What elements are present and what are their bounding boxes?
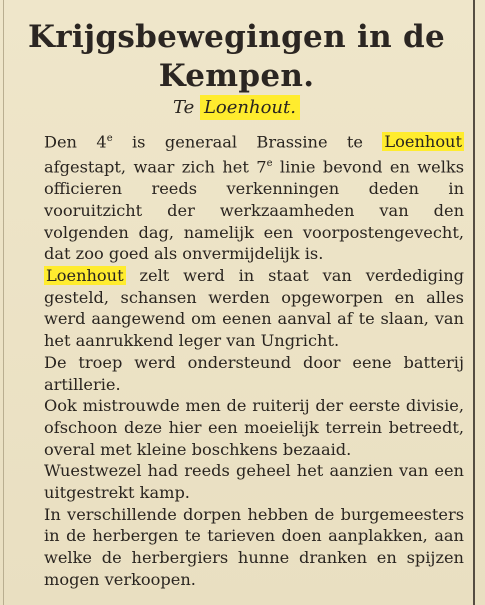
highlighted-loenhout-1: Loenhout xyxy=(384,132,462,152)
paragraph-6: In verschillende dorpen hebben de burgemeesters in de herbergen te tarieven doen aanplakken, aan welke de herbergiers hunne dranken en spijzen mogen verkoopen. xyxy=(44,504,464,589)
p1-superscript-2: e xyxy=(266,158,273,170)
column-rule-right xyxy=(473,0,475,605)
p1-text-c: afgestapt, waar zich het 7 xyxy=(44,157,267,177)
p2-text: zelt werd in staat van verdediging gesteld, schansen werden opgeworpen en alles werd aangewend om eenen aanval af te slaan, van het aanrukkend leger van Ungricht. xyxy=(44,266,464,351)
paragraph-1 xyxy=(44,128,464,265)
p1-text-b: is generaal Brassine te xyxy=(112,132,383,152)
p1-text-d: linie bevond en welks officieren reeds verkenningen deden in vooruitzicht der werkzaamheden van den volgenden dag, namelijk een voorpostengevecht, dat zoo goed als onvermijdelijk is. xyxy=(44,157,464,264)
paragraph-4: Ook mistrouwde men de ruiterij der eerste divisie, ofschoon deze hier een moeielijk terrein betreedt, overal met kleine boschkens bezaaid. xyxy=(44,396,464,459)
highlighted-place-loenhout xyxy=(200,95,300,120)
paragraph-2 xyxy=(44,265,464,352)
subheading-prefix: Te xyxy=(172,97,200,118)
headline-line-2: Kempen. xyxy=(158,58,315,94)
p1-text-a: Den 4 xyxy=(44,132,107,152)
subheading-suffix: . xyxy=(290,97,296,118)
subheading xyxy=(14,96,459,120)
headline-line-1: Krijgsbewegingen in de xyxy=(27,19,446,55)
paragraph-3: De troep werd ondersteund door eene batterij artillerie. xyxy=(44,352,464,394)
paragraph-5: Wuestwezel had reeds geheel het aanzien van een uitgestrekt kamp. xyxy=(44,461,464,503)
highlighted-loenhout-2: Loenhout xyxy=(46,266,124,285)
column-rule-left xyxy=(3,0,4,605)
article-body xyxy=(44,128,464,591)
subheading-place: Loenhout xyxy=(203,97,291,118)
p1-superscript: e xyxy=(106,133,113,144)
